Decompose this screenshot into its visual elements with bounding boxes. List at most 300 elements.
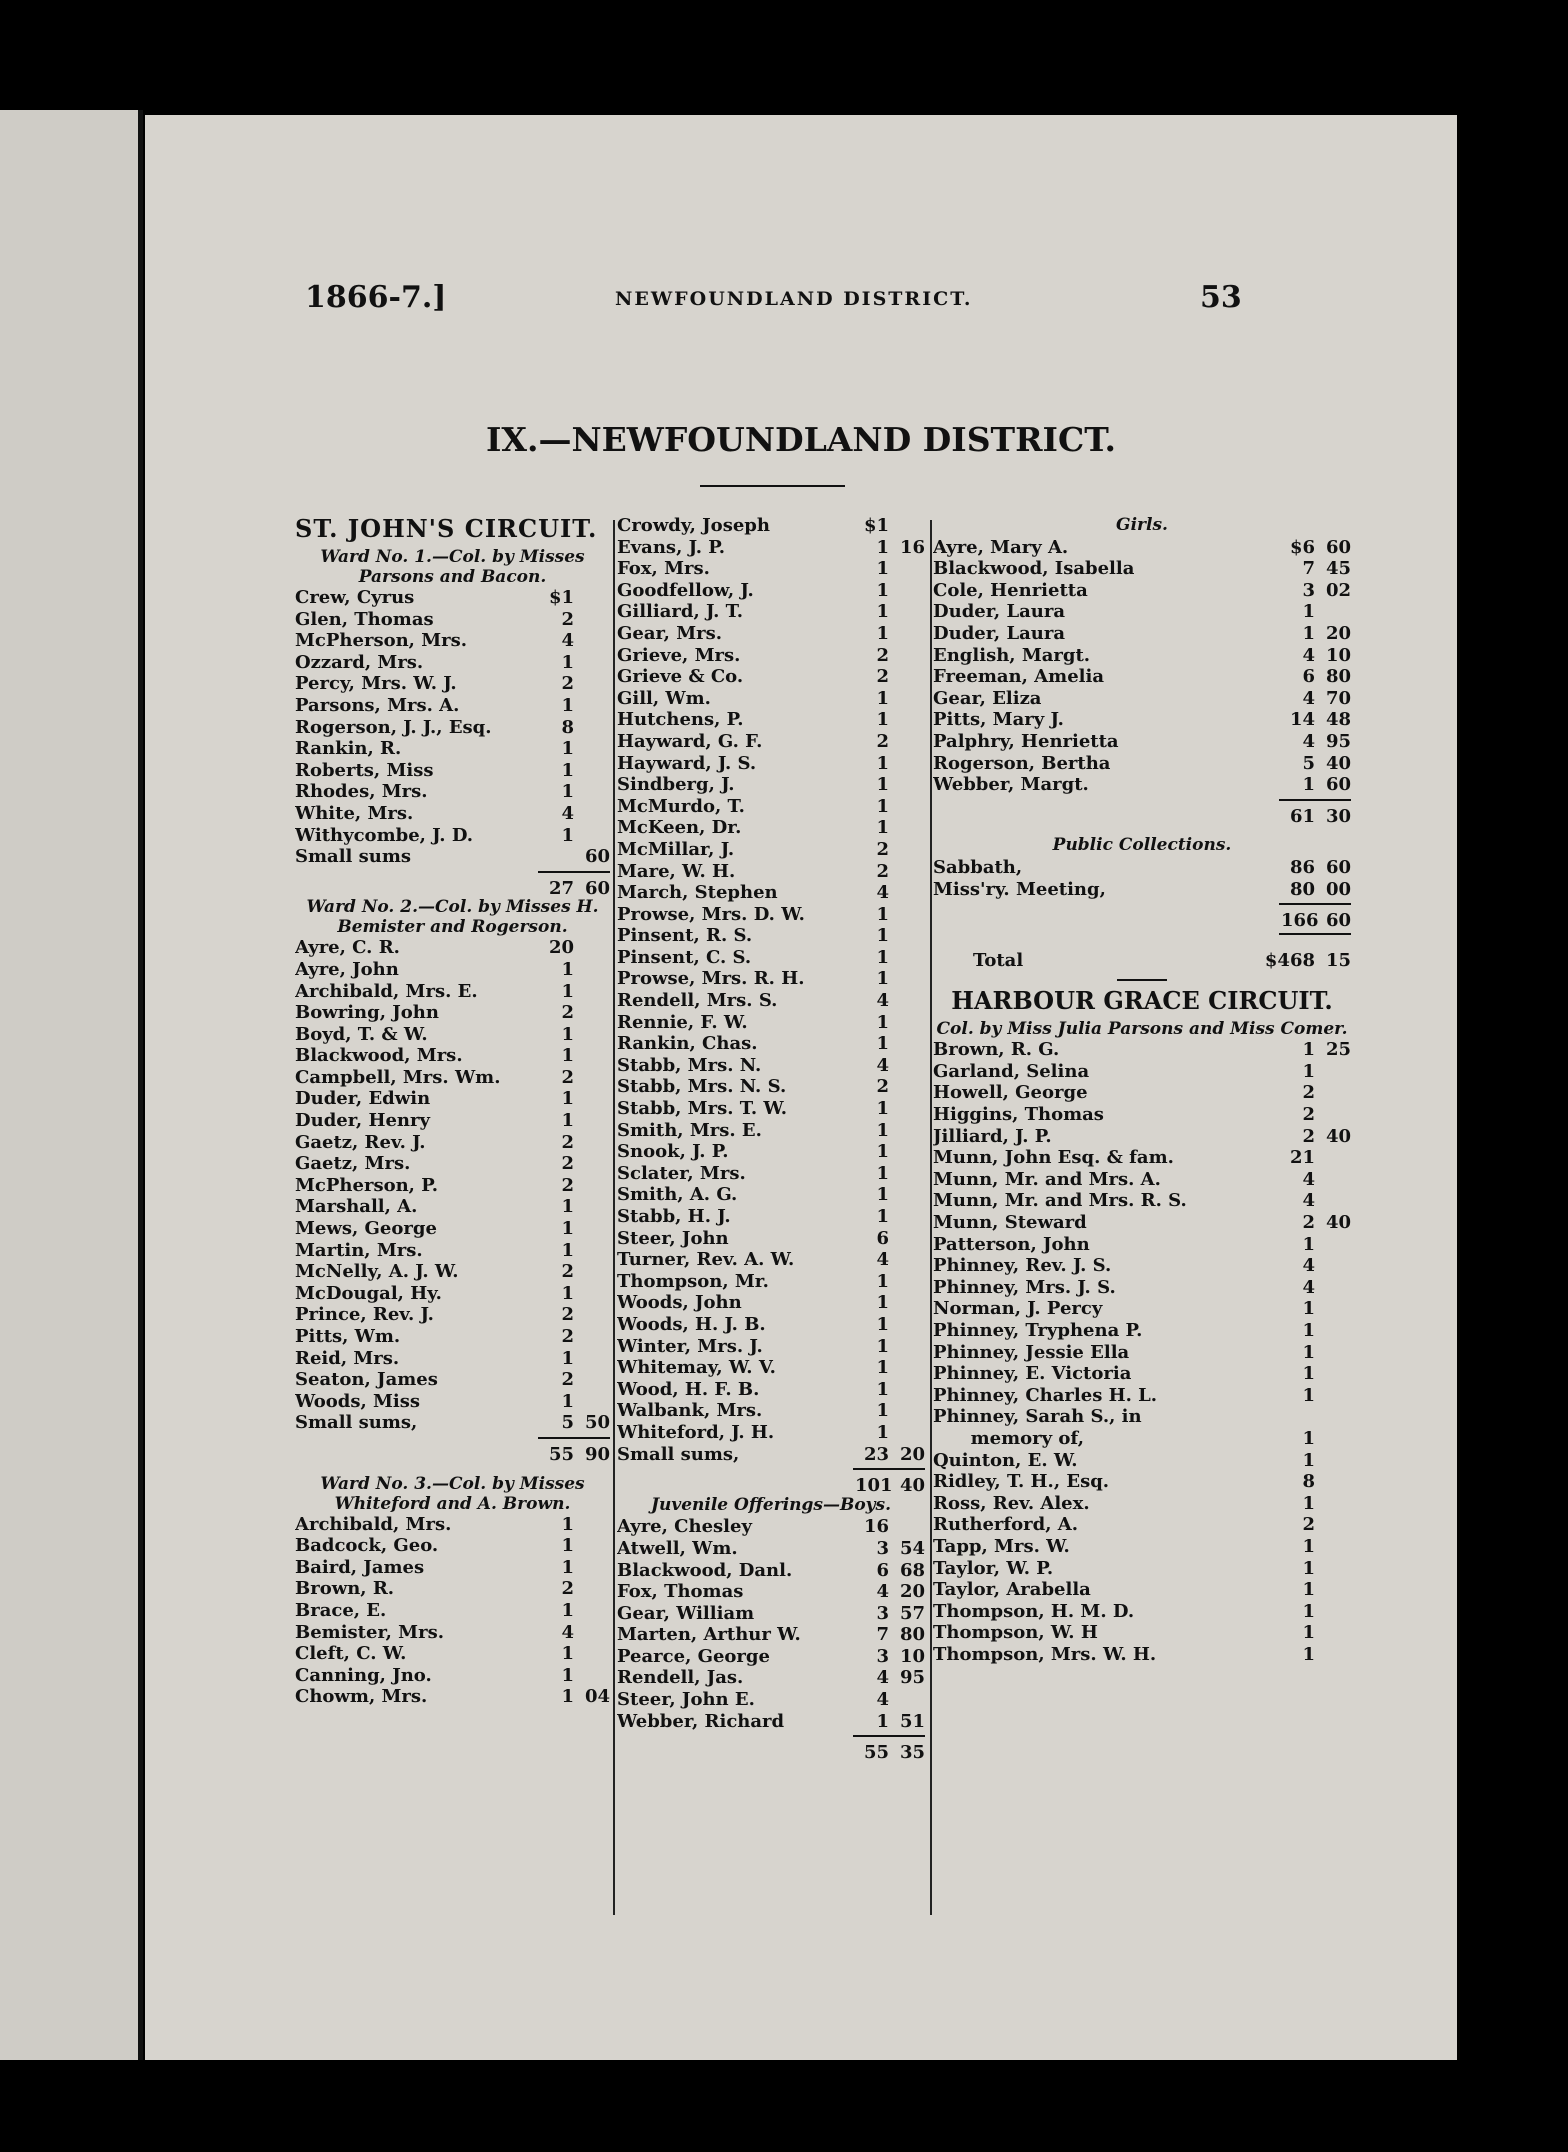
amount-dollars: 16 [863, 1516, 889, 1538]
amount-cents: 40 [1325, 1212, 1351, 1234]
entry-name: Mare, W. H. [617, 860, 736, 882]
amount-dollars: 1 [876, 1378, 889, 1400]
amount-dollars: 8 [1302, 1471, 1315, 1493]
entry-name: Munn, Mr. and Mrs. R. S. [933, 1190, 1187, 1212]
entry-name: Gill, Wm. [617, 687, 711, 709]
list-row [933, 1536, 1351, 1558]
list-row [617, 580, 925, 602]
amount-cents: 68 [899, 1559, 925, 1581]
amount-cents [574, 1391, 610, 1413]
amount-dollars: 1 [561, 651, 574, 673]
amount-cents: 40 [1325, 752, 1351, 774]
list-row [295, 981, 610, 1003]
amount-cents [889, 1422, 925, 1444]
amount-cents: 57 [899, 1602, 925, 1624]
subtotal-row [295, 1442, 610, 1464]
list-row [295, 1067, 610, 1089]
amount-dollars: 1 [876, 1421, 889, 1443]
amount-cents [1315, 1082, 1351, 1104]
amount-dollars: 2 [561, 1261, 574, 1283]
amount-dollars: 1 [876, 1033, 889, 1055]
entry-name: Rogerson, Bertha [933, 752, 1111, 774]
amount-dollars: 1 [876, 946, 889, 968]
amount-dollars: 1 [1302, 1557, 1315, 1579]
amount-dollars: 1 [1302, 601, 1315, 623]
amount-dollars: 2 [1302, 1125, 1315, 1147]
amount-dollars: 14 [1289, 709, 1315, 731]
amount-cents [574, 1283, 610, 1305]
list-row [295, 1088, 610, 1110]
list-row [933, 601, 1351, 623]
amount-cents: 02 [1325, 579, 1351, 601]
amount-cents [889, 1206, 925, 1228]
entry-name: Glen, Thomas [295, 608, 434, 630]
amount-dollars: 5 [561, 1412, 574, 1434]
list-row [295, 760, 610, 782]
list-row [617, 1033, 925, 1055]
list-row [933, 1450, 1351, 1472]
list-row [617, 537, 925, 559]
list-row [617, 558, 925, 580]
amount-dollars: 2 [876, 860, 889, 882]
amount-dollars: 6 [876, 1559, 889, 1581]
sum-rule [853, 1468, 925, 1470]
list-row [295, 1002, 610, 1024]
entry-name: English, Margt. [933, 644, 1091, 666]
amount-dollars: 1 [561, 1535, 574, 1557]
list-row [933, 1493, 1351, 1515]
list-row [617, 1667, 925, 1689]
amount-cents [889, 1098, 925, 1120]
entry-name: Norman, J. Percy [933, 1298, 1103, 1320]
list-row [933, 1622, 1351, 1644]
amount-cents [574, 1643, 610, 1665]
entry-name: memory of, [933, 1427, 1084, 1449]
amount-dollars: 1 [1302, 1384, 1315, 1406]
subtotal-row [933, 804, 1351, 826]
list-row [617, 1560, 925, 1582]
amount-cents [574, 609, 610, 631]
list-row [933, 1342, 1351, 1364]
list-row [933, 1147, 1351, 1169]
list-row [295, 673, 610, 695]
list-row [933, 1601, 1351, 1623]
list-row [617, 688, 925, 710]
amount-dollars: 2 [876, 730, 889, 752]
grand-total-row [933, 948, 1351, 970]
list-row [617, 1711, 925, 1733]
list-row [617, 1422, 925, 1444]
list-row [933, 1169, 1351, 1191]
entry-name: Wood, H. F. B. [617, 1378, 760, 1400]
amount-cents: 48 [1325, 709, 1351, 731]
entry-name: Garland, Selina [933, 1060, 1090, 1082]
amount-cents: 20 [899, 1443, 925, 1465]
list-row [617, 1624, 925, 1646]
list-row [617, 1249, 925, 1271]
entry-name: Jilliard, J. P. [933, 1125, 1052, 1147]
amount-dollars: 4 [876, 1581, 889, 1603]
amount-cents [889, 1336, 925, 1358]
amount-dollars: 1 [561, 1664, 574, 1686]
amount-cents [889, 990, 925, 1012]
list-row [617, 1120, 925, 1142]
amount-dollars: 4 [1302, 1255, 1315, 1277]
amount-dollars: 2 [561, 1578, 574, 1600]
entry-name: Marten, Arthur W. [617, 1624, 801, 1646]
amount-cents [574, 630, 610, 652]
subtotal-row [933, 908, 1351, 930]
entry-name: Thompson, H. M. D. [933, 1600, 1135, 1622]
entry-name: Gaetz, Mrs. [295, 1153, 411, 1175]
list-row [295, 1600, 610, 1622]
amount-dollars: 2 [876, 644, 889, 666]
amount-cents: 10 [1325, 644, 1351, 666]
entry-name: Rendell, Jas. [617, 1667, 744, 1689]
list-row [617, 882, 925, 904]
amount-dollars: 1 [561, 980, 574, 1002]
page-title: IX.—NEWFOUNDLAND DISTRICT. [485, 420, 1117, 459]
juvenile-list [617, 1516, 925, 1732]
amount-dollars: $1 [548, 587, 574, 608]
book-gutter [138, 110, 143, 2060]
amount-dollars: 1 [876, 925, 889, 947]
entry-name: McDougal, Hy. [295, 1282, 442, 1304]
column-1 [295, 515, 610, 1708]
list-row [617, 947, 925, 969]
entry-name: Stabb, Mrs. N. S. [617, 1076, 787, 1098]
entry-name: Palphry, Henrietta [933, 730, 1119, 752]
amount-cents: 20 [899, 1581, 925, 1603]
year-range: 1866-7.] [305, 280, 447, 315]
column-3 [933, 515, 1351, 1666]
list-row [617, 1055, 925, 1077]
entry-name: Mews, George [295, 1218, 437, 1240]
amount-cents [574, 1369, 610, 1391]
amount-dollars: 1 [1302, 622, 1315, 644]
amount-cents [1315, 1104, 1351, 1126]
entry-name: Archibald, Mrs. [295, 1513, 452, 1535]
amount-dollars: 86 [1289, 856, 1315, 878]
amount-cents [889, 709, 925, 731]
entry-name: Withycombe, J. D. [295, 824, 474, 846]
list-row [295, 1622, 610, 1644]
amount-cents [1315, 1622, 1351, 1644]
subtotal-cents: 40 [899, 1475, 925, 1497]
subtotal-cents: 90 [584, 1443, 610, 1465]
entry-name: Woods, H. J. B. [617, 1313, 766, 1335]
list-row [933, 537, 1351, 559]
amount-cents [1315, 1514, 1351, 1536]
list-row [933, 580, 1351, 602]
list-row [617, 1314, 925, 1336]
amount-dollars: 1 [561, 1390, 574, 1412]
list-row [617, 774, 925, 796]
amount-cents [1315, 1320, 1351, 1342]
list-row [617, 1603, 925, 1625]
amount-cents [574, 1240, 610, 1262]
amount-cents: 45 [1325, 558, 1351, 580]
amount-cents [889, 947, 925, 969]
amount-cents [889, 515, 925, 537]
list-row [617, 709, 925, 731]
entry-name: Rogerson, J. J., Esq. [295, 716, 492, 738]
amount-dollars: 20 [548, 937, 574, 959]
amount-dollars: 1 [1302, 1320, 1315, 1341]
entry-name: Reid, Mrs. [295, 1347, 400, 1369]
amount-cents [1315, 1061, 1351, 1083]
entry-name: Pitts, Wm. [295, 1326, 401, 1347]
amount-cents [574, 1600, 610, 1622]
entry-name: Stabb, Mrs. T. W. [617, 1098, 788, 1120]
amount-cents [889, 1292, 925, 1314]
entry-name: Ayre, John [295, 958, 399, 980]
entry-name: Patterson, John [933, 1233, 1090, 1255]
amount-dollars: 1 [1302, 1579, 1315, 1601]
amount-dollars: 1 [1302, 1060, 1315, 1082]
amount-cents [1315, 1601, 1351, 1623]
entry-name: Rennie, F. W. [617, 1011, 748, 1033]
amount-cents [574, 1304, 610, 1326]
entry-name: Phinney, Tryphena P. [933, 1320, 1143, 1341]
amount-dollars: 1 [561, 1239, 574, 1261]
list-row [295, 1132, 610, 1154]
list-row [617, 990, 925, 1012]
entry-name: Ridley, T. H., Esq. [933, 1471, 1110, 1493]
amount-cents: 54 [899, 1537, 925, 1559]
entry-name: Freeman, Amelia [933, 666, 1104, 688]
entry-name: Duder, Edwin [295, 1088, 431, 1110]
amount-dollars: 1 [876, 1270, 889, 1292]
entry-name: Munn, Steward [933, 1212, 1087, 1234]
entry-name: McMillar, J. [617, 838, 735, 860]
subtotal-dollars: 166 [1281, 910, 1319, 932]
amount-dollars: 1 [561, 1643, 574, 1665]
list-row [295, 630, 610, 652]
list-row [617, 1163, 925, 1185]
grand-total-cents: 15 [1325, 949, 1351, 971]
amount-cents: 80 [899, 1624, 925, 1646]
amount-dollars: 1 [876, 601, 889, 623]
entry-name: Pinsent, C. S. [617, 946, 752, 968]
list-row [295, 825, 610, 847]
amount-cents [1315, 1277, 1351, 1299]
list-row [617, 515, 925, 537]
amount-cents [1315, 601, 1351, 623]
list-row [617, 731, 925, 753]
list-row [295, 1514, 610, 1536]
entry-name: Snook, J. P. [617, 1141, 729, 1163]
entry-name: Blackwood, Isabella [933, 558, 1135, 580]
amount-dollars: 1 [876, 1098, 889, 1120]
list-row [933, 1579, 1351, 1601]
list-row [295, 717, 610, 739]
list-row [617, 1581, 925, 1603]
amount-cents: 60 [1325, 856, 1351, 878]
amount-cents [574, 981, 610, 1003]
list-row [933, 857, 1351, 879]
entry-name: Duder, Henry [295, 1110, 430, 1132]
list-row [295, 738, 610, 760]
amount-cents [889, 968, 925, 990]
list-row [617, 1516, 925, 1538]
amount-dollars: 3 [876, 1537, 889, 1559]
entry-name: Walbank, Mrs. [617, 1400, 763, 1422]
entry-name: Rankin, R. [295, 738, 402, 760]
amount-dollars: 1 [876, 1206, 889, 1227]
column-divider-2 [930, 520, 932, 1915]
subtotal-dollars: 55 [548, 1443, 574, 1465]
entry-name: Sclater, Mrs. [617, 1162, 746, 1184]
entry-name: Cleft, C. W. [295, 1643, 407, 1665]
amount-cents [889, 882, 925, 904]
entry-name: Badcock, Geo. [295, 1535, 439, 1557]
amount-cents [889, 753, 925, 775]
amount-cents [574, 1622, 610, 1644]
amount-cents [574, 803, 610, 825]
amount-dollars: 1 [561, 1513, 574, 1535]
entry-name: Archibald, Mrs. E. [295, 980, 478, 1002]
amount-cents [1315, 1147, 1351, 1169]
amount-dollars: 2 [561, 608, 574, 630]
list-row [295, 1304, 610, 1326]
amount-dollars: 1 [876, 709, 889, 731]
amount-dollars: 2 [561, 1066, 574, 1088]
entry-name: Pearce, George [617, 1645, 770, 1667]
list-row [933, 1428, 1351, 1450]
entry-name: Phinney, Mrs. J. S. [933, 1276, 1116, 1298]
amount-dollars: 1 [876, 774, 889, 796]
public-collections-list [933, 857, 1351, 900]
amount-cents [574, 1132, 610, 1154]
amount-cents [1315, 1493, 1351, 1515]
entry-name: Ayre, Chesley [617, 1516, 752, 1538]
entry-name: Rendell, Mrs. S. [617, 990, 778, 1012]
amount-dollars: 1 [876, 1292, 889, 1314]
list-row [617, 1292, 925, 1314]
sum-rule [853, 1735, 925, 1737]
list-row [617, 1538, 925, 1560]
amount-dollars [1281, 1406, 1315, 1428]
entry-name: Cole, Henrietta [933, 579, 1088, 601]
list-row [295, 1240, 610, 1262]
page [145, 115, 1457, 2060]
list-row [295, 1153, 610, 1175]
entry-name: Munn, John Esq. & fam. [933, 1147, 1174, 1169]
amount-cents [889, 1400, 925, 1422]
amount-dollars: 1 [561, 1599, 574, 1621]
amount-dollars: 4 [1302, 730, 1315, 752]
column-2 [617, 515, 925, 1762]
amount-cents: 00 [1325, 878, 1351, 900]
entry-name: Seaton, James [295, 1369, 438, 1391]
amount-dollars: $1 [863, 515, 889, 536]
amount-dollars: 1 [561, 1023, 574, 1045]
amount-cents [1315, 1255, 1351, 1277]
amount-cents [889, 1379, 925, 1401]
entry-name: Rutherford, A. [933, 1514, 1078, 1536]
amount-dollars: 2 [561, 1326, 574, 1347]
list-row [295, 1369, 610, 1391]
amount-dollars: 1 [561, 1347, 574, 1369]
amount-dollars: 6 [876, 1227, 889, 1249]
list-row [295, 1578, 610, 1600]
amount-cents [889, 731, 925, 753]
amount-cents: 95 [899, 1667, 925, 1689]
amount-dollars: 1 [561, 1218, 574, 1240]
amount-cents [889, 1163, 925, 1185]
amount-dollars: 1 [876, 558, 889, 580]
amount-cents: 04 [584, 1686, 610, 1708]
list-row [933, 1406, 1351, 1428]
amount-dollars: 1 [876, 1162, 889, 1184]
amount-dollars: 1 [876, 1184, 889, 1206]
amount-cents [889, 580, 925, 602]
amount-cents [1315, 1363, 1351, 1385]
list-row [295, 1686, 610, 1708]
amount-cents [1315, 1558, 1351, 1580]
amount-cents [1315, 1190, 1351, 1212]
amount-cents: 16 [899, 536, 925, 558]
entry-name: McPherson, Mrs. [295, 630, 468, 652]
amount-dollars: 1 [876, 622, 889, 644]
entry-name: Crew, Cyrus [295, 587, 415, 608]
entry-name: Whiteford, J. H. [617, 1421, 775, 1443]
sum-rule [1279, 799, 1351, 801]
amount-cents [574, 1175, 610, 1197]
amount-dollars: 1 [876, 687, 889, 709]
entry-name: Roberts, Miss [295, 759, 434, 781]
ward-heading: Ward No. 1.—Col. by Misses Parsons and Bacon. [320, 547, 585, 587]
entry-name: Phinney, E. Victoria [933, 1363, 1132, 1385]
amount-dollars: $6 [1289, 536, 1315, 558]
entry-name: Taylor, W. P. [933, 1557, 1054, 1579]
amount-cents [574, 587, 610, 609]
amount-dollars: 4 [1302, 1276, 1315, 1298]
entry-name: Winter, Mrs. J. [617, 1335, 763, 1357]
amount-dollars: 1 [561, 738, 574, 760]
list-row [295, 1535, 610, 1557]
amount-cents [889, 601, 925, 623]
subtotal-row [617, 1473, 925, 1495]
list-row [933, 753, 1351, 775]
amount-cents [574, 1557, 610, 1579]
amount-cents [889, 558, 925, 580]
amount-dollars: 23 [863, 1443, 889, 1465]
entry-name: Percy, Mrs. W. J. [295, 673, 457, 695]
amount-cents [574, 959, 610, 981]
amount-cents [889, 861, 925, 883]
amount-cents [574, 1578, 610, 1600]
amount-cents [889, 1357, 925, 1379]
entry-name: Blackwood, Danl. [617, 1559, 793, 1581]
amount-cents [574, 825, 610, 847]
column-divider-1 [613, 520, 615, 1915]
amount-dollars: 8 [561, 716, 574, 738]
amount-dollars: 2 [561, 1131, 574, 1153]
amount-cents [574, 1261, 610, 1283]
amount-cents [574, 1196, 610, 1218]
list-row [295, 1665, 610, 1687]
list-row [933, 1212, 1351, 1234]
entry-name: Tapp, Mrs. W. [933, 1535, 1070, 1557]
amount-dollars: 2 [561, 1174, 574, 1196]
amount-cents [574, 1024, 610, 1046]
amount-dollars: 1 [876, 1710, 889, 1732]
amount-cents [889, 1055, 925, 1077]
ward-heading: Ward No. 3.—Col. by Misses Whiteford and A. Brown. [320, 1473, 585, 1514]
list-row [933, 1320, 1351, 1342]
